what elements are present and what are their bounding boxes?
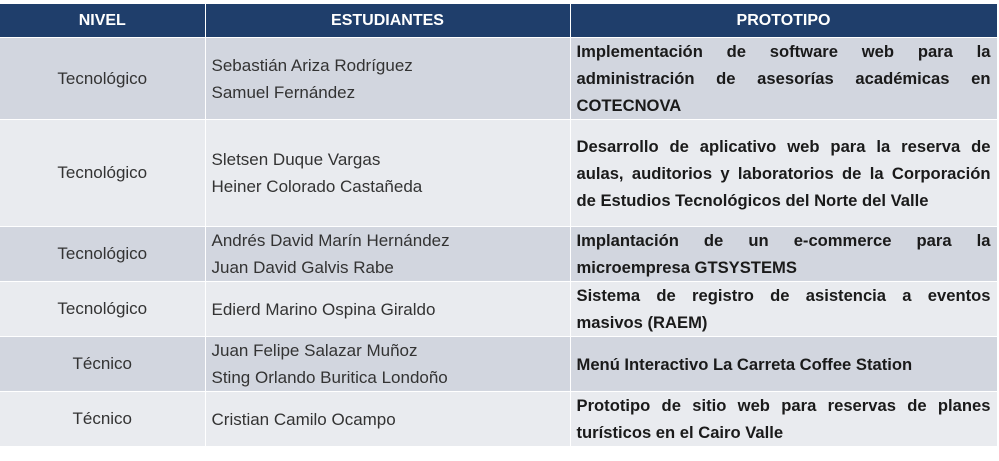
students-cell	[205, 337, 570, 392]
students-cell	[205, 227, 570, 282]
nivel-cell: Tecnológico	[0, 282, 205, 337]
student-name: Juan Felipe Salazar Muñoz	[211, 341, 418, 360]
students-cell	[205, 38, 570, 120]
students-cell	[205, 282, 570, 337]
prototype-cell: Implementación de software web para la administración de asesorías académicas en COTECNOVA	[570, 38, 997, 120]
header-row	[0, 4, 997, 38]
student-name: Andrés David Marín Hernández	[211, 231, 450, 250]
table-row	[0, 337, 997, 392]
student-name: Juan David Galvis Rabe	[211, 258, 394, 277]
prototype-cell: Prototipo de sitio web para reservas de planes turísticos en el Cairo Valle	[570, 392, 997, 447]
prototype-cell: Menú Interactivo La Carreta Coffee Station	[570, 337, 997, 392]
nivel-cell: Tecnológico	[0, 227, 205, 282]
student-name: Sting Orlando Buritica Londoño	[211, 368, 448, 387]
student-name: Cristian Camilo Ocampo	[211, 409, 396, 429]
table-row	[0, 120, 997, 227]
nivel-cell: Técnico	[0, 392, 205, 447]
prototype-cell: Sistema de registro de asistencia a eventos masivos (RAEM)	[570, 282, 997, 337]
student-name: Edierd Marino Ospina Giraldo	[211, 299, 436, 319]
students-cell	[205, 392, 570, 447]
prototype-cell: Desarrollo de aplicativo web para la reserva de aulas, auditorios y laboratorios de la Corporación de Estudios Tecnológicos del Norte del Valle	[570, 120, 997, 227]
student-name: Sebastián Ariza Rodríguez	[211, 55, 413, 75]
table-row	[0, 392, 997, 447]
header-nivel: NIVEL	[0, 4, 205, 38]
header-prototipo: PROTOTIPO	[570, 4, 997, 38]
student-name: Heiner Colorado Castañeda	[211, 177, 423, 196]
prototype-cell: Implantación de un e-commerce para la microempresa GTSYSTEMS	[570, 227, 997, 282]
student-name: Samuel Fernández	[211, 82, 356, 102]
projects-table	[0, 4, 998, 446]
table-row	[0, 227, 997, 282]
nivel-cell: Tecnológico	[0, 120, 205, 227]
nivel-cell: Tecnológico	[0, 38, 205, 120]
table-row	[0, 38, 997, 120]
header-estudiantes: ESTUDIANTES	[205, 4, 570, 38]
table-row	[0, 282, 997, 337]
nivel-cell: Técnico	[0, 337, 205, 392]
students-cell	[205, 120, 570, 227]
student-name: Sletsen Duque Vargas	[211, 150, 381, 169]
